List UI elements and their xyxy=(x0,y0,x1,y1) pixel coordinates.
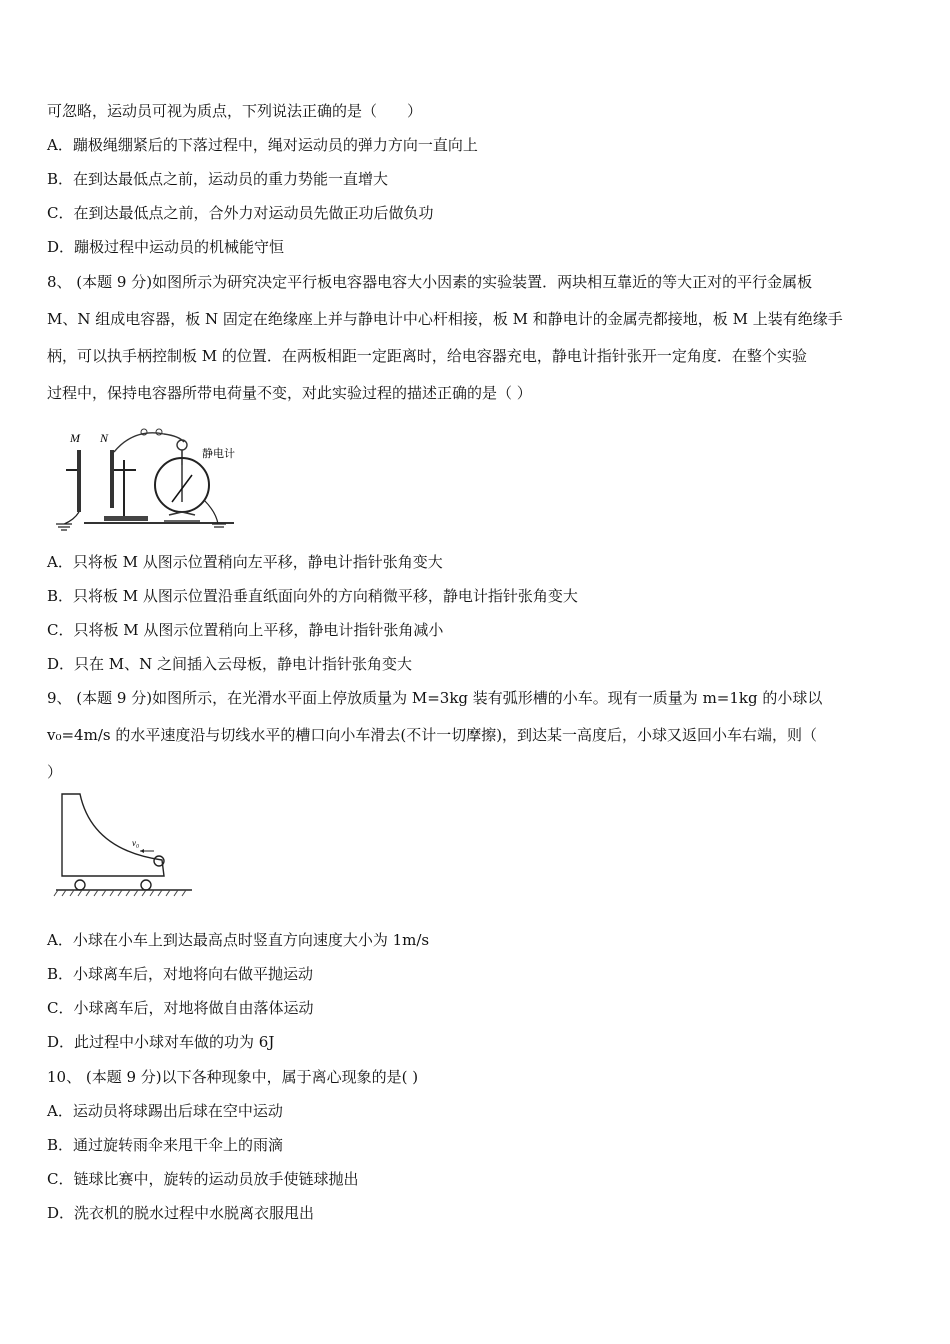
q8-stem-line-4: 过程中，保持电容器所带电荷量不变，对此实验过程的描述正确的是（ ） xyxy=(47,384,532,402)
q9-option-a: A．小球在小车上到达最高点时竖直方向速度大小为 1m/s xyxy=(47,931,430,949)
label-plate-n: N xyxy=(100,431,109,445)
q10-stem: 10、 (本题 9 分)以下各种现象中，属于离心现象的是( ) xyxy=(47,1068,419,1086)
q7-option-d: D．蹦极过程中运动员的机械能守恒 xyxy=(47,238,285,256)
plate-m-ground xyxy=(56,512,79,530)
q7-option-a: A．蹦极绳绷紧后的下落过程中，绳对运动员的弹力方向一直向上 xyxy=(47,136,478,154)
q10-option-c: C．链球比赛中，旋转的运动员放手使链球抛出 xyxy=(47,1170,359,1188)
q9-option-c: C．小球离车后，对地将做自由落体运动 xyxy=(47,999,314,1017)
velocity-arrowhead xyxy=(140,849,144,853)
q7-stem-tail: 可忽略，运动员可视为质点，下列说法正确的是（ ） xyxy=(47,102,423,120)
q10-option-d: D．洗衣机的脱水过程中水脱离衣服甩出 xyxy=(47,1204,315,1222)
q9-stem-line-3: ） xyxy=(47,763,63,781)
cart-wheel-left xyxy=(75,880,85,890)
q8-stem-line-3: 柄，可以执手柄控制板 M 的位置．在两板相距一定距离时，给电容器充电，静电计指针张开一定角度．在整个实验 xyxy=(47,347,807,365)
q8-stem-line-1: 8、 (本题 9 分)如图所示为研究决定平行板电容器电容大小因素的实验装置．两块相互靠近的等大正对的平行金属板 xyxy=(47,273,813,291)
q7-option-b: B．在到达最低点之前，运动员的重力势能一直增大 xyxy=(47,170,389,188)
q9-option-b: B．小球离车后，对地将向右做平抛运动 xyxy=(47,965,314,983)
capacitor-electrometer-figure xyxy=(44,420,244,532)
q9-option-d: D．此过程中小球对车做的功为 6J xyxy=(47,1033,275,1051)
wire-coil-2 xyxy=(156,429,162,435)
q8-option-a: A．只将板 M 从图示位置稍向左平移，静电计指针张角变大 xyxy=(47,553,443,571)
q8-option-c: C．只将板 M 从图示位置稍向上平移，静电计指针张角减小 xyxy=(47,621,444,639)
q9-stem-line-2: v₀=4m/s 的水平速度沿与切线水平的槽口向小车滑去(不计一切摩擦)，到达某一高度后，小球又返回小车右端，则（ xyxy=(47,726,818,744)
plate-n-stand-base xyxy=(104,516,148,521)
cart-with-curved-track-figure xyxy=(52,790,202,900)
label-plate-m: M xyxy=(70,431,80,445)
cart-body xyxy=(62,794,164,876)
q10-option-a: A．运动员将球踢出后球在空中运动 xyxy=(47,1102,283,1120)
q8-option-b: B．只将板 M 从图示位置沿垂直纸面向外的方向稍微平移，静电计指针张角变大 xyxy=(47,587,578,605)
q7-option-c: C．在到达最低点之前，合外力对运动员先做正功后做负功 xyxy=(47,204,434,222)
electrometer-knob xyxy=(177,440,187,450)
electrometer-base xyxy=(164,512,200,521)
connecting-wire xyxy=(114,433,184,452)
q10-option-b: B．通过旋转雨伞来甩干伞上的雨滴 xyxy=(47,1136,284,1154)
q8-stem-line-2: M、N 组成电容器，板 N 固定在绝缘座上并与静电计中心杆相接，板 M 和静电计的金属壳都接地，板 M 上装有绝缘手 xyxy=(47,310,843,328)
plate-n xyxy=(110,450,114,508)
cart-wheel-right xyxy=(141,880,151,890)
label-electrometer: 静电计 xyxy=(202,447,235,460)
q9-stem-line-1: 9、 (本题 9 分)如图所示，在光滑水平面上停放质量为 M=3kg 装有弧形槽的小车。现有一质量为 m=1kg 的小球以 xyxy=(47,689,823,707)
q8-option-d: D．只在 M、N 之间插入云母板，静电计指针张角变大 xyxy=(47,655,413,673)
label-v0: v₀ xyxy=(132,838,140,848)
plate-m xyxy=(77,450,81,512)
ground-hatching xyxy=(54,890,186,896)
